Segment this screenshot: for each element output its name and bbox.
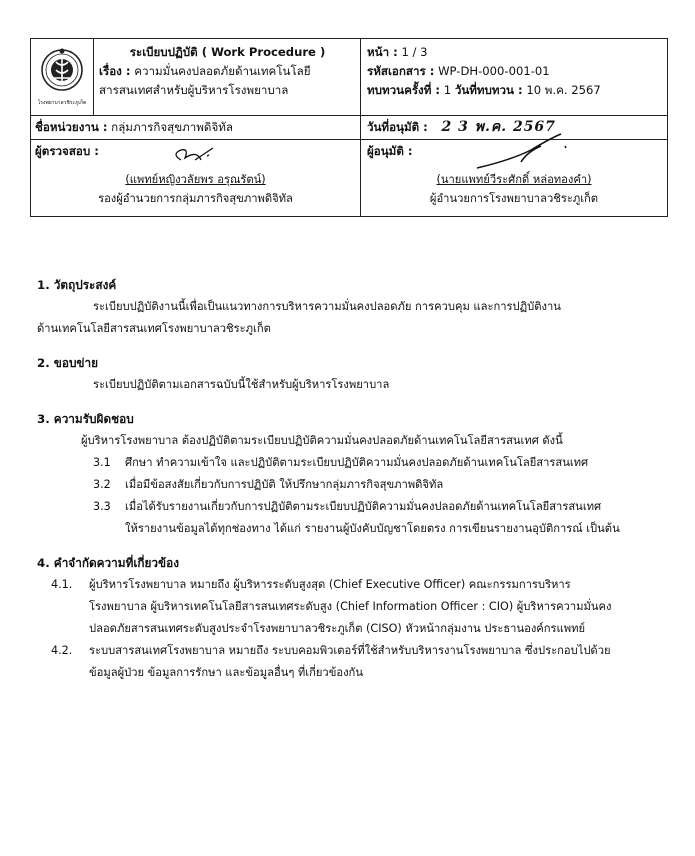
logo-caption: โรงพยาบาลวชิระภูเก็ต [37, 100, 87, 106]
approved-date-value: 2 3 พ.ค. 2567 [441, 119, 556, 135]
document-body [37, 274, 677, 684]
approver-cell [361, 140, 668, 217]
document-title: ระเบียบปฏิบัติ ( Work Procedure ) [129, 45, 326, 59]
section-3-title: 3. ความรับผิดชอบ [37, 412, 134, 426]
section-2-title: 2. ขอบข่าย [37, 356, 99, 370]
approver-position: ผู้อำนวยการโรงพยาบาลวชิระภูเก็ต [429, 192, 599, 205]
item-line: ผู้บริหารโรงพยาบาล หมายถึง ผู้บริหารระดับสูงสุด (Chief Executive Officer) คณะกรรมการบริหาร [89, 578, 571, 591]
page-value: 1 / 3 [401, 45, 428, 59]
approver-block [361, 140, 667, 216]
section-4-item-1 [37, 574, 677, 640]
subject-text-1: ความมั่นคงปลอดภัยด้านเทคโนโลยี [134, 64, 311, 78]
revision-date-label: วันที่ทบทวน : [454, 83, 523, 97]
reviewer-position: รองผู้อำนวยการกลุ่มภารกิจสุขภาพดิจิทัล [98, 192, 293, 205]
meta-cell [361, 39, 668, 116]
doc-code-value: WP-DH-000-001-01 [438, 64, 550, 78]
section-3-intro: ผู้บริหารโรงพยาบาล ต้องปฏิบัติตามระเบียบปฏิบัติความมั่นคงปลอดภัยด้านเทคโนโลยีสารสนเทศ ดังนี้ [81, 434, 563, 447]
revision-label: ทบทวนครั้งที่ : [367, 83, 441, 97]
reviewer-label: ผู้ตรวจสอบ : [35, 144, 99, 158]
reviewer-cell [31, 140, 361, 217]
title-cell [94, 39, 361, 116]
approver-signature [471, 132, 571, 172]
section-3-item-2 [37, 474, 677, 496]
unit-row [35, 118, 356, 137]
unit-label: ชื่อหน่วยงาน : [35, 120, 108, 134]
item-number: 4.2. [51, 644, 73, 657]
section-1-title: 1. วัตถุประสงค์ [37, 278, 117, 292]
section-4-item-2 [37, 640, 677, 684]
logo-cell [31, 39, 94, 116]
revision-date-value: 10 พ.ค. 2567 [526, 83, 601, 97]
unit-value: กลุ่มภารกิจสุขภาพดิจิทัล [111, 120, 233, 134]
section-4-title: 4. คำจำกัดความที่เกี่ยวข้อง [37, 556, 179, 570]
section-3-item-3 [37, 496, 677, 540]
subject-label: เรื่อง : [99, 64, 131, 78]
reviewer-block [31, 140, 360, 216]
item-number: 3.3 [93, 500, 111, 513]
item-line: เมื่อมีข้อสงสัยเกี่ยวกับการปฏิบัติ ให้ปรึกษากลุ่มภารกิจสุขภาพดิจิทัล [125, 478, 444, 491]
section-1-line-2: ด้านเทคโนโลยีสารสนเทศโรงพยาบาลวชิระภูเก็ต [37, 322, 271, 335]
doc-code-label: รหัสเอกสาร : [367, 64, 435, 78]
approved-date-label: วันที่อนุมัติ : [367, 120, 428, 134]
unit-cell [31, 116, 361, 140]
doc-code [367, 62, 663, 81]
page-info [367, 43, 663, 62]
item-number: 3.1 [93, 456, 111, 469]
section-2-line-1: ระเบียบปฏิบัติตามเอกสารฉบับนี้ใช้สำหรับผู้บริหารโรงพยาบาล [93, 378, 390, 391]
item-line: ข้อมูลผู้ป่วย ข้อมูลการรักษา และข้อมูลอื่นๆ ที่เกี่ยวข้องกัน [89, 666, 363, 679]
revision-value: 1 [443, 83, 452, 97]
item-line: ศึกษา ทำความเข้าใจ และปฏิบัติตามระเบียบปฏิบัติความมั่นคงปลอดภัยด้านเทคโนโลยีสารสนเทศ [125, 456, 589, 469]
document-header-table [30, 38, 668, 217]
item-line: ให้รายงานข้อมูลได้ทุกช่องทาง ได้แก่ รายงานผู้บังคับบัญชาโดยตรง การเขียนรายงานอุบัติการณ์ เป็นต้น [125, 522, 620, 535]
item-line: ปลอดภัยสารสนเทศระดับสูงประจำโรงพยาบาลวชิระภูเก็ต (CISO) หัวหน้ากลุ่มงาน ประธานองค์กรแพทย์ [89, 622, 586, 635]
page-label: หน้า : [367, 45, 398, 59]
item-line: ระบบสารสนเทศโรงพยาบาล หมายถึง ระบบคอมพิวเตอร์ที่ใช้สำหรับบริหารงานโรงพยาบาล ซึ่งประกอบไปด้วย [89, 644, 611, 657]
reviewer-signature [167, 144, 227, 168]
subject-line-1 [99, 62, 356, 81]
item-number: 3.2 [93, 478, 111, 491]
revision-info [367, 81, 663, 100]
section-1-line-1: ระเบียบปฏิบัติงานนี้เพื่อเป็นแนวทางการบริหารความมั่นคงปลอดภัย การควบคุม และการปฏิบัติงาน [93, 300, 561, 313]
reviewer-name: (แพทย์หญิงวลัยพร อรุณรัตน์) [125, 173, 266, 186]
item-number: 4.1. [51, 578, 73, 591]
section-3-item-1 [37, 452, 677, 474]
approver-name: (นายแพทย์วีระศักดิ์ หล่อทองคำ) [436, 173, 592, 186]
subject-text-2: สารสนเทศสำหรับผู้บริหารโรงพยาบาล [99, 83, 289, 97]
item-line: เมื่อได้รับรายงานเกี่ยวกับการปฏิบัติตามระเบียบปฏิบัติความมั่นคงปลอดภัยด้านเทคโนโลยีสารสนเทศ [125, 500, 602, 513]
approver-label: ผู้อนุมัติ : [367, 144, 413, 158]
item-line: โรงพยาบาล ผู้บริหารเทคโนโลยีสารสนเทศระดับสูง (Chief Information Officer : CIO) ผู้บริหารความมั่นคง [89, 600, 612, 613]
